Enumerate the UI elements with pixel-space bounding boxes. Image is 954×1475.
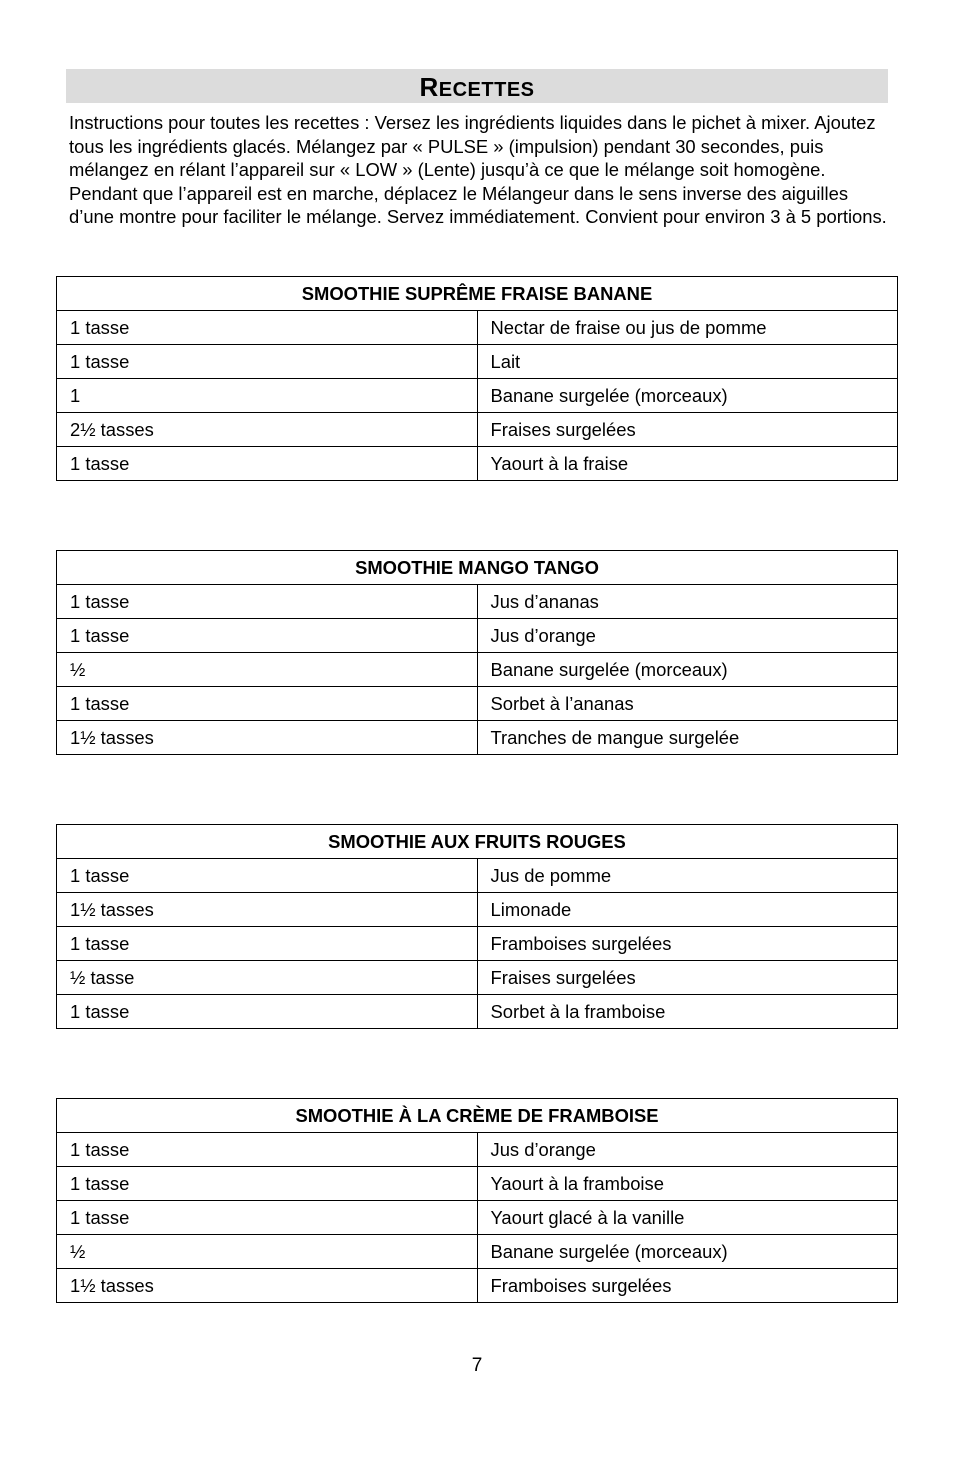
ingredient-quantity: 1½ tasses — [57, 893, 478, 927]
ingredient-name: Sorbet à l’ananas — [477, 687, 898, 721]
ingredient-row — [57, 687, 898, 721]
ingredient-quantity: 1 tasse — [57, 311, 478, 345]
recipe-title: SMOOTHIE À LA CRÈME DE FRAMBOISE — [57, 1099, 898, 1133]
recipe-table-strawberry-banana — [56, 276, 898, 481]
ingredient-row — [57, 619, 898, 653]
section-title-bar — [66, 69, 888, 103]
ingredient-row — [57, 721, 898, 755]
ingredient-name: Fraises surgelées — [477, 413, 898, 447]
recipe-title: SMOOTHIE SUPRÊME FRAISE BANANE — [57, 277, 898, 311]
ingredient-name: Banane surgelée (morceaux) — [477, 379, 898, 413]
ingredient-row — [57, 995, 898, 1029]
ingredient-row — [57, 447, 898, 481]
ingredient-row — [57, 927, 898, 961]
ingredient-row — [57, 585, 898, 619]
ingredient-name: Jus d’orange — [477, 1133, 898, 1167]
ingredient-row — [57, 379, 898, 413]
ingredient-name: Banane surgelée (morceaux) — [477, 1235, 898, 1269]
ingredient-quantity: ½ — [57, 653, 478, 687]
ingredient-name: Lait — [477, 345, 898, 379]
ingredient-row — [57, 311, 898, 345]
recipe-title: SMOOTHIE MANGO TANGO — [57, 551, 898, 585]
section-title-rest: ECETTES — [438, 79, 535, 101]
ingredient-name: Jus d’orange — [477, 619, 898, 653]
ingredient-row — [57, 961, 898, 995]
ingredient-row — [57, 1201, 898, 1235]
ingredient-quantity: ½ — [57, 1235, 478, 1269]
ingredient-name: Nectar de fraise ou jus de pomme — [477, 311, 898, 345]
recipe-table-red-fruits — [56, 824, 898, 1029]
section-title-initial: R — [419, 72, 439, 102]
recipe-table-mango-tango — [56, 550, 898, 755]
ingredient-name: Fraises surgelées — [477, 961, 898, 995]
ingredient-name: Yaourt à la fraise — [477, 447, 898, 481]
recipe-title: SMOOTHIE AUX FRUITS ROUGES — [57, 825, 898, 859]
ingredient-quantity: 1 tasse — [57, 585, 478, 619]
ingredient-row — [57, 413, 898, 447]
ingredient-quantity: 1 tasse — [57, 1167, 478, 1201]
ingredient-quantity: 2½ tasses — [57, 413, 478, 447]
recipe-instructions: Instructions pour toutes les recettes : Versez les ingrédients liquides dans le pichet à mixer. Ajoutez tous les ingrédients glacés. Mélangez par « PULSE » (impulsion) pendant 30 secondes, puis mélangez en rélant l’appareil sur « LOW » (Lente) jusqu’à ce que le mélange soit homogène. Pendant que l’appareil est en marche, déplacez le Mélangeur dans le sens inverse des aiguilles d’une montre pour faciliter le mélange. Servez immédiatement. Convient pour environ 3 à 5 portions. — [69, 112, 887, 228]
ingredient-quantity: 1 tasse — [57, 1133, 478, 1167]
ingredient-quantity: 1½ tasses — [57, 1269, 478, 1303]
ingredient-quantity: 1 tasse — [57, 687, 478, 721]
page-number: 7 — [471, 1355, 483, 1376]
ingredient-name: Jus de pomme — [477, 859, 898, 893]
ingredient-name: Yaourt à la framboise — [477, 1167, 898, 1201]
ingredient-quantity: 1½ tasses — [57, 721, 478, 755]
ingredient-name: Jus d’ananas — [477, 585, 898, 619]
section-title — [66, 69, 888, 108]
ingredient-name: Banane surgelée (morceaux) — [477, 653, 898, 687]
ingredient-quantity: 1 tasse — [57, 995, 478, 1029]
ingredient-row — [57, 1133, 898, 1167]
ingredient-row — [57, 1235, 898, 1269]
ingredient-quantity: 1 — [57, 379, 478, 413]
ingredient-quantity: ½ tasse — [57, 961, 478, 995]
ingredient-row — [57, 1269, 898, 1303]
ingredient-quantity: 1 tasse — [57, 345, 478, 379]
ingredient-name: Sorbet à la framboise — [477, 995, 898, 1029]
ingredient-quantity: 1 tasse — [57, 1201, 478, 1235]
ingredient-row — [57, 345, 898, 379]
ingredient-quantity: 1 tasse — [57, 927, 478, 961]
ingredient-row — [57, 1167, 898, 1201]
ingredient-name: Yaourt glacé à la vanille — [477, 1201, 898, 1235]
ingredient-row — [57, 653, 898, 687]
ingredient-quantity: 1 tasse — [57, 619, 478, 653]
ingredient-name: Framboises surgelées — [477, 927, 898, 961]
ingredient-row — [57, 859, 898, 893]
ingredient-name: Tranches de mangue surgelée — [477, 721, 898, 755]
ingredient-quantity: 1 tasse — [57, 447, 478, 481]
recipe-table-raspberry-cream — [56, 1098, 898, 1303]
ingredient-quantity: 1 tasse — [57, 859, 478, 893]
ingredient-name: Limonade — [477, 893, 898, 927]
ingredient-row — [57, 893, 898, 927]
ingredient-name: Framboises surgelées — [477, 1269, 898, 1303]
